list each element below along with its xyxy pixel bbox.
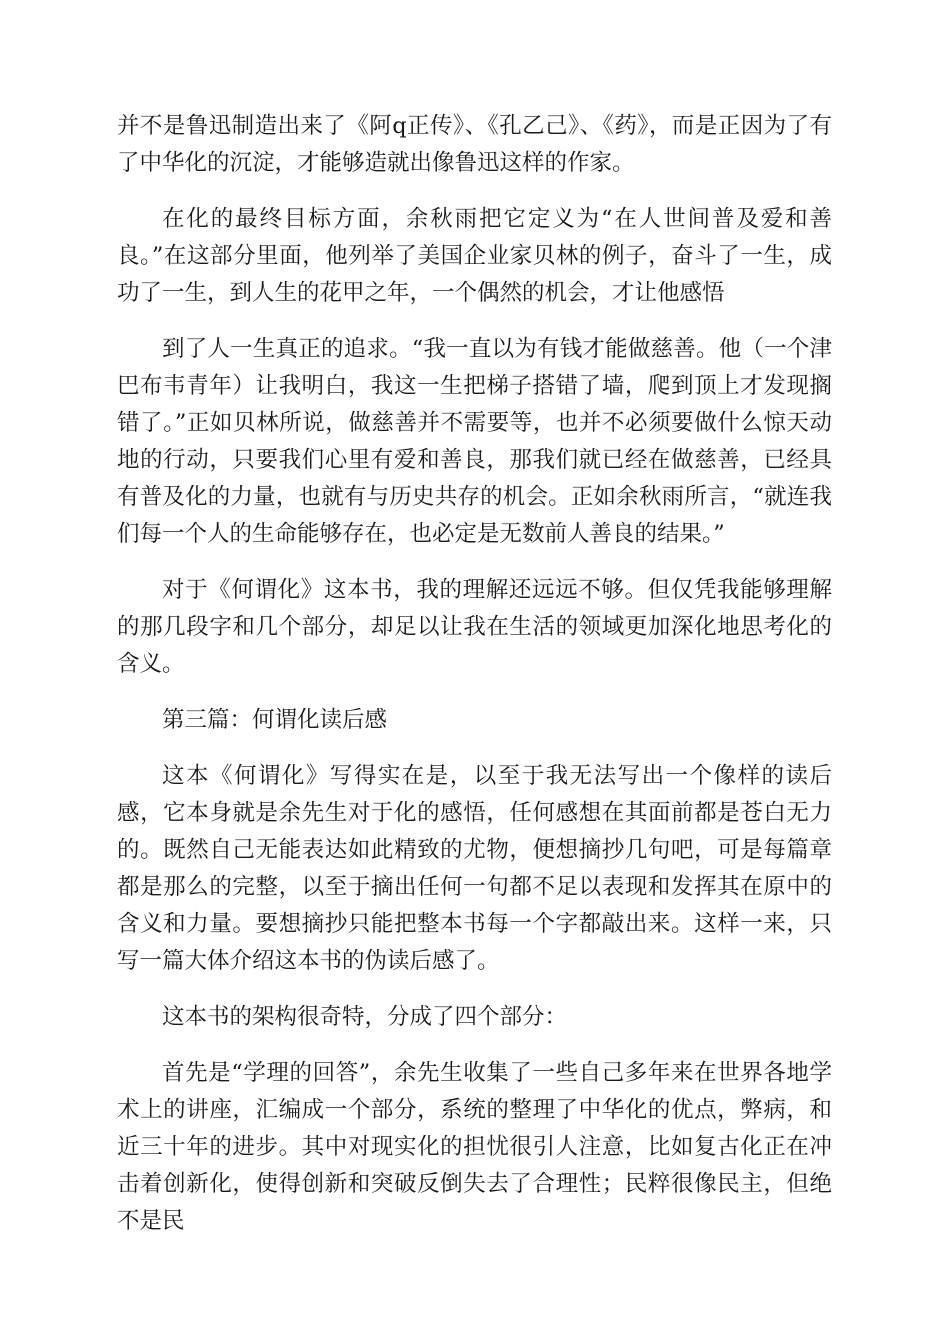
paragraph-book-structure: 这本书的架构很奇特，分成了四个部分： (162, 1004, 568, 1030)
paragraph-continuation: 并不是鲁迅制造出来了《阿q正传》、《孔乙己》、《药》，而是正因为了有了中华化的沉淀，才能够造就出像鲁迅这样的作家。 (117, 113, 832, 176)
paragraph-bellin-story: 到了人一生真正的追求。“我一直以为有钱才能做慈善。他（一个津巴布韦青年）让我明白，我这一生把梯子搭错了墙，爬到顶上才发现搁错了。”正如贝林所说，做慈善并不需要等，也并不必须要做什么惊天动地的行动，只要我们心里有爱和善良，那我们就已经在做慈善，已经具有普及化的力量，也就有与历史共存的机会。正如余秋雨所言，“就连我们每一个人的生命能够存在，也必定是无数前人善良的结果。” (117, 336, 832, 547)
paragraph-understanding: 对于《何谓化》这本书，我的理解还远远不够。但仅凭我能够理解的那几段字和几个部分，却足以让我在生活的领域更加深化地思考化的含义。 (117, 577, 832, 677)
section-heading-part-three: 第三篇：何谓化读后感 (162, 707, 388, 733)
paragraph-first-part: 首先是“学理的回答”，余先生收集了一些自己多年来在世界各地学术上的讲座，汇编成一个部分，系统的整理了中华化的优点，弊病，和近三十年的进步。其中对现实化的担忧很引人注意，比如复古化正在冲击着创新化，使得创新和突破反倒失去了合理性；民粹很像民主，但绝不是民 (117, 1060, 832, 1234)
paragraph-culture-goal: 在化的最终目标方面，余秋雨把它定义为“在人世间普及爱和善良。”在这部分里面，他列举了美国企业家贝林的例子，奋斗了一生，成功了一生，到人生的花甲之年，一个偶然的机会，才让他感悟 (117, 206, 832, 306)
paragraph-book-intro: 这本《何谓化》写得实在是，以至于我无法写出一个像样的读后感，它本身就是余先生对于化的感悟，任何感想在其面前都是苍白无力的。既然自己无能表达如此精致的尤物，便想摘抄几句吧，可是每篇章都是那么的完整，以至于摘出任何一句都不足以表现和发挥其在原中的含义和力量。要想摘抄只能把整本书每一个字都敲出来。这样一来，只写一篇大体介绍这本书的伪读后感了。 (117, 763, 832, 974)
document-body (117, 108, 832, 1259)
